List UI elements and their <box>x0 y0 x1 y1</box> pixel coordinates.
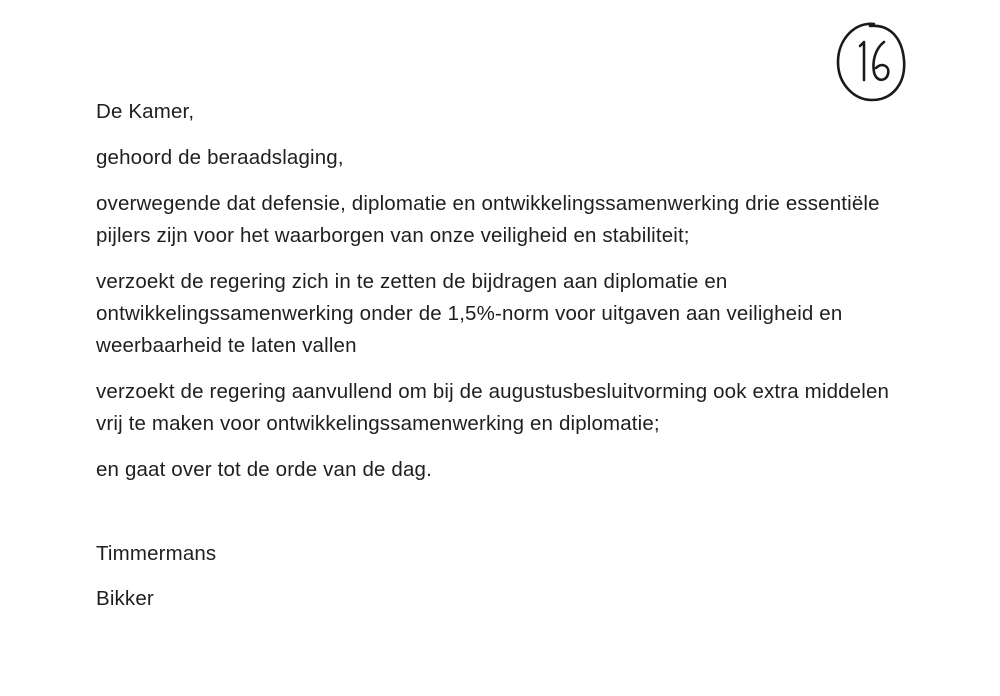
request-clause-2: verzoekt de regering aanvullend om bij de augustusbesluitvorming ook extra middelen vrij te maken voor ontwikkelingssamenwerking en diplomatie; <box>96 380 890 435</box>
handwritten-number-stamp <box>834 18 908 104</box>
considering-clause: overwegende dat defensie, diplomatie en ontwikkelingssamenwerking drie essentiële pijlers zijn voor het waarborgen van onze veiligheid en stabiliteit; <box>96 192 880 247</box>
heard-clause: gehoord de beraadslaging, <box>96 146 344 169</box>
circled-number-icon <box>834 18 908 104</box>
signatory-name: Timmermans <box>96 542 217 565</box>
closing-clause: en gaat over tot de orde van de dag. <box>96 458 432 481</box>
addressee: De Kamer, <box>96 100 195 123</box>
signatories <box>96 538 216 628</box>
motion-body <box>96 96 896 486</box>
request-clause-1: verzoekt de regering zich in te zetten de bijdragen aan diplomatie en ontwikkelingssamenwerking onder de 1,5%-norm voor uitgaven aan veiligheid en weerbaarheid te laten vallen <box>96 270 843 357</box>
signatory-name: Bikker <box>96 587 154 610</box>
